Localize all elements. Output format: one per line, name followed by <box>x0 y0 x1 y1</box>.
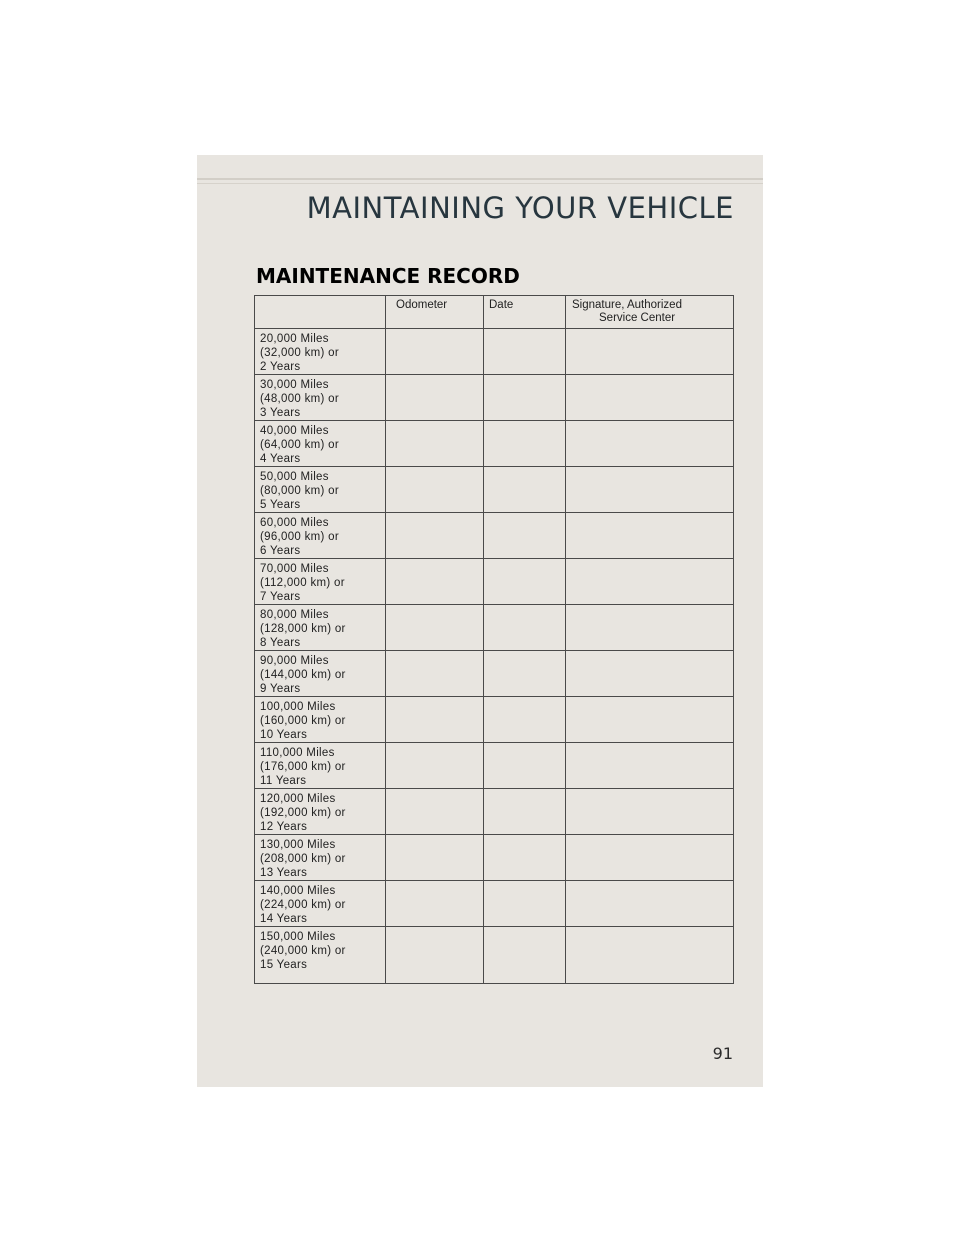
interval-cell <box>255 375 386 421</box>
interval-line1: 50,000 Miles <box>260 471 329 483</box>
interval-line3: 9 Years <box>260 683 301 695</box>
odometer-cell[interactable] <box>386 605 484 651</box>
interval-cell <box>255 559 386 605</box>
odometer-cell[interactable] <box>386 697 484 743</box>
interval-line3: 14 Years <box>260 913 308 925</box>
interval-line2: (176,000 km) or <box>260 761 346 773</box>
table-row <box>255 743 734 789</box>
interval-cell <box>255 927 386 984</box>
odometer-cell[interactable] <box>386 651 484 697</box>
date-cell[interactable] <box>484 927 566 984</box>
interval-line3: 8 Years <box>260 637 301 649</box>
signature-cell[interactable] <box>566 329 734 375</box>
interval-line2: (48,000 km) or <box>260 393 339 405</box>
interval-line1: 150,000 Miles <box>260 931 336 943</box>
interval-line1: 80,000 Miles <box>260 609 329 621</box>
interval-line3: 2 Years <box>260 361 301 373</box>
interval-line2: (96,000 km) or <box>260 531 339 543</box>
interval-cell <box>255 651 386 697</box>
signature-cell[interactable] <box>566 743 734 789</box>
interval-line3: 6 Years <box>260 545 301 557</box>
manual-page <box>197 155 763 1087</box>
table-row <box>255 421 734 467</box>
interval-line1: 120,000 Miles <box>260 793 336 805</box>
interval-cell <box>255 743 386 789</box>
interval-line1: 90,000 Miles <box>260 655 329 667</box>
interval-line2: (160,000 km) or <box>260 715 346 727</box>
interval-line2: (128,000 km) or <box>260 623 346 635</box>
table-row <box>255 927 734 984</box>
interval-cell <box>255 329 386 375</box>
interval-line2: (112,000 km) or <box>260 577 345 589</box>
table-row <box>255 697 734 743</box>
table-row <box>255 881 734 927</box>
date-cell[interactable] <box>484 467 566 513</box>
interval-cell <box>255 421 386 467</box>
header-interval <box>255 296 386 329</box>
signature-cell[interactable] <box>566 697 734 743</box>
date-cell[interactable] <box>484 513 566 559</box>
table-row <box>255 467 734 513</box>
date-cell[interactable] <box>484 375 566 421</box>
table-row <box>255 375 734 421</box>
section-title: MAINTAINING YOUR VEHICLE <box>306 191 734 225</box>
page-number: 91 <box>712 1044 733 1063</box>
interval-line2: (192,000 km) or <box>260 807 346 819</box>
interval-cell <box>255 513 386 559</box>
odometer-cell[interactable] <box>386 329 484 375</box>
interval-line3: 7 Years <box>260 591 301 603</box>
interval-cell <box>255 835 386 881</box>
interval-cell <box>255 881 386 927</box>
interval-line2: (144,000 km) or <box>260 669 346 681</box>
signature-cell[interactable] <box>566 375 734 421</box>
signature-cell[interactable] <box>566 421 734 467</box>
odometer-cell[interactable] <box>386 467 484 513</box>
interval-line3: 13 Years <box>260 867 308 879</box>
date-cell[interactable] <box>484 421 566 467</box>
interval-line2: (80,000 km) or <box>260 485 339 497</box>
interval-line3: 5 Years <box>260 499 301 511</box>
interval-line3: 3 Years <box>260 407 301 419</box>
signature-cell[interactable] <box>566 927 734 984</box>
interval-line3: 4 Years <box>260 453 301 465</box>
interval-line3: 10 Years <box>260 729 308 741</box>
signature-cell[interactable] <box>566 881 734 927</box>
odometer-cell[interactable] <box>386 743 484 789</box>
header-rule <box>197 178 763 180</box>
signature-cell[interactable] <box>566 651 734 697</box>
interval-line1: 110,000 Miles <box>260 747 335 759</box>
interval-line1: 40,000 Miles <box>260 425 329 437</box>
interval-cell <box>255 697 386 743</box>
odometer-cell[interactable] <box>386 927 484 984</box>
table-row <box>255 835 734 881</box>
interval-line2: (208,000 km) or <box>260 853 346 865</box>
date-cell[interactable] <box>484 651 566 697</box>
signature-cell[interactable] <box>566 605 734 651</box>
odometer-cell[interactable] <box>386 421 484 467</box>
maintenance-record-table <box>254 295 734 984</box>
interval-line2: (64,000 km) or <box>260 439 339 451</box>
odometer-cell[interactable] <box>386 513 484 559</box>
date-cell[interactable] <box>484 789 566 835</box>
interval-line3: 12 Years <box>260 821 308 833</box>
signature-cell[interactable] <box>566 559 734 605</box>
odometer-cell[interactable] <box>386 789 484 835</box>
signature-cell[interactable] <box>566 835 734 881</box>
page-heading: MAINTENANCE RECORD <box>256 264 520 288</box>
header-signature-line1: Signature, Authorized <box>572 299 682 311</box>
interval-cell <box>255 467 386 513</box>
odometer-cell[interactable] <box>386 835 484 881</box>
interval-line1: 70,000 Miles <box>260 563 329 575</box>
table-row <box>255 651 734 697</box>
interval-cell <box>255 605 386 651</box>
interval-line1: 140,000 Miles <box>260 885 336 897</box>
interval-line2: (224,000 km) or <box>260 899 346 911</box>
signature-cell[interactable] <box>566 789 734 835</box>
interval-line1: 20,000 Miles <box>260 333 329 345</box>
date-cell[interactable] <box>484 559 566 605</box>
signature-cell[interactable] <box>566 467 734 513</box>
table-header-row <box>255 296 734 329</box>
date-cell[interactable] <box>484 605 566 651</box>
odometer-cell[interactable] <box>386 559 484 605</box>
interval-line1: 30,000 Miles <box>260 379 329 391</box>
signature-cell[interactable] <box>566 513 734 559</box>
interval-line1: 130,000 Miles <box>260 839 336 851</box>
date-cell[interactable] <box>484 697 566 743</box>
table-row <box>255 329 734 375</box>
odometer-cell[interactable] <box>386 375 484 421</box>
interval-line1: 60,000 Miles <box>260 517 329 529</box>
date-cell[interactable] <box>484 743 566 789</box>
interval-line1: 100,000 Miles <box>260 701 336 713</box>
interval-cell <box>255 789 386 835</box>
header-signature <box>566 296 734 329</box>
interval-line2: (32,000 km) or <box>260 347 339 359</box>
odometer-cell[interactable] <box>386 881 484 927</box>
date-cell[interactable] <box>484 835 566 881</box>
interval-line3: 15 Years <box>260 959 308 971</box>
table-row <box>255 513 734 559</box>
header-signature-line2: Service Center <box>599 312 676 324</box>
date-cell[interactable] <box>484 881 566 927</box>
header-rule-thin <box>197 183 763 184</box>
table-row <box>255 559 734 605</box>
header-odometer: Odometer <box>386 296 484 329</box>
header-date: Date <box>484 296 566 329</box>
table-row <box>255 605 734 651</box>
interval-line3: 11 Years <box>260 775 307 787</box>
date-cell[interactable] <box>484 329 566 375</box>
table-row <box>255 789 734 835</box>
interval-line2: (240,000 km) or <box>260 945 346 957</box>
